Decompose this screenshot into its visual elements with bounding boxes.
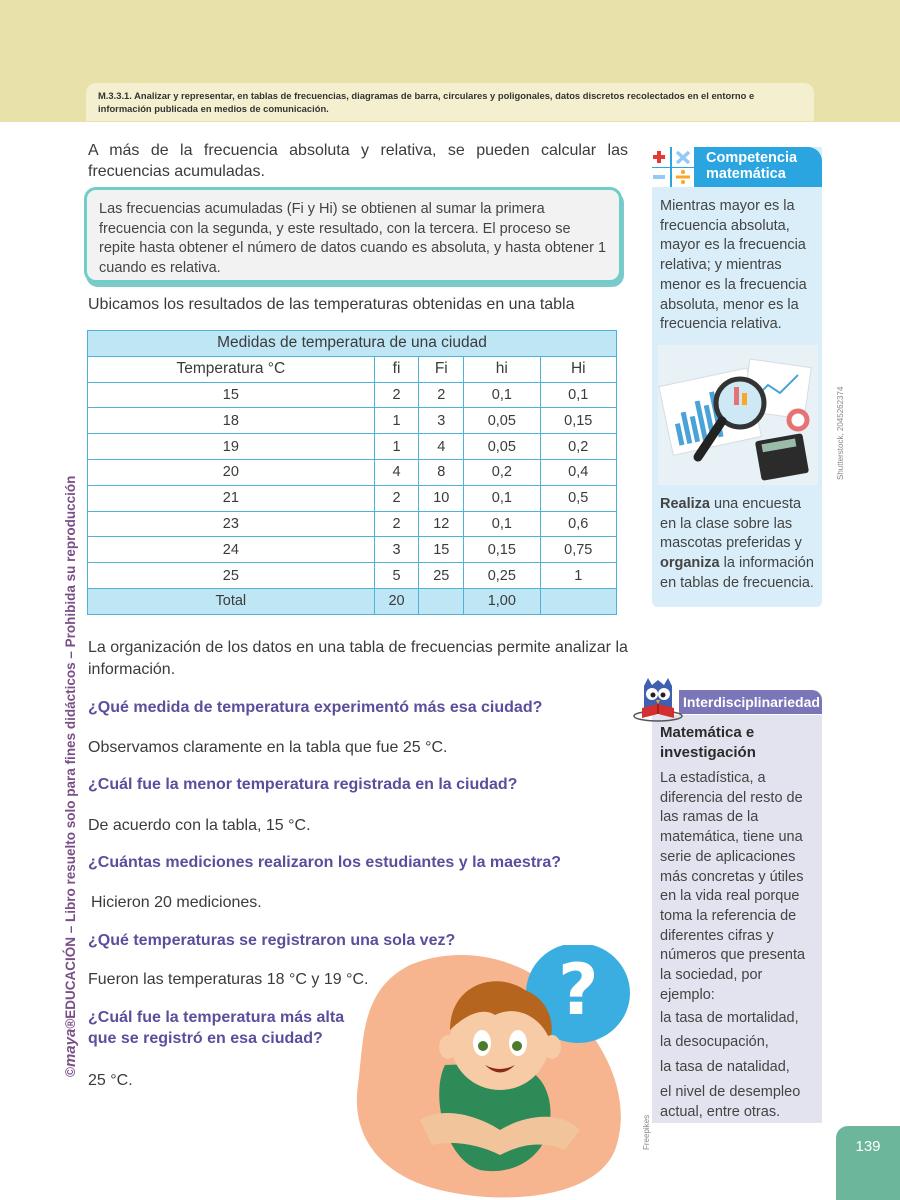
competencia-card (652, 147, 822, 607)
table-row (88, 563, 617, 589)
table-cell: 2 (374, 511, 419, 537)
table-cell: 0,1 (464, 382, 540, 408)
interdisciplinariedad-title: Matemática e investigación (660, 724, 756, 762)
table-cell: 0,25 (464, 563, 540, 589)
table-header-row (88, 356, 617, 382)
table-cell (540, 588, 616, 614)
frequency-table (87, 330, 617, 615)
task-text-2: la información en tablas de frecuencia. (660, 555, 814, 591)
table-cell: 8 (419, 459, 464, 485)
table-cell: 0,05 (464, 408, 540, 434)
table-cell: 1,00 (464, 588, 540, 614)
table-cell: 0,1 (540, 382, 616, 408)
definition-box (84, 187, 622, 283)
intro-paragraph: A más de la frecuencia absoluta y relativa, se pueden calcular las frecuencias acumuladas. (88, 142, 628, 180)
table-cell: 0,15 (540, 408, 616, 434)
table-cell: 21 (88, 485, 375, 511)
table-cell: 19 (88, 434, 375, 460)
page-number: 139 (855, 1138, 881, 1155)
table-lead-text: Ubicamos los resultados de las temperaturas obtenidas en una tabla (88, 296, 575, 313)
table-cell: 0,2 (540, 434, 616, 460)
answer-5: 25 °C. (88, 1072, 133, 1089)
interdisciplinariedad-header: Interdisciplinariedad (679, 690, 822, 714)
question-5: ¿Cuál fue la temperatura más alta que se registró en esa ciudad? (88, 1009, 345, 1047)
stock-photo-credit: Shutterstock, 2045262374 (836, 386, 845, 480)
table-cell: 0,6 (540, 511, 616, 537)
table-cell: 20 (88, 459, 375, 485)
competencia-task (660, 495, 820, 594)
copyright-text: ®EDUCACIÓN – Libro resuelto solo para fines didácticos – Prohibida su reproducción (63, 475, 78, 1029)
table-row (88, 434, 617, 460)
table-cell: 4 (419, 434, 464, 460)
answer-1: Observamos claramente en la tabla que fue 25 °C. (88, 739, 448, 756)
table-cell: 18 (88, 408, 375, 434)
column-header: fi (374, 356, 419, 382)
list-item: la tasa de mortalidad, (660, 1009, 799, 1026)
list-item: la tasa de natalidad, (660, 1059, 790, 1076)
stock-photo-charts-magnifier (658, 345, 818, 485)
table-total-row (88, 588, 617, 614)
table-cell: 2 (374, 382, 419, 408)
table-cell: 0,1 (464, 485, 540, 511)
list-item: la desocupación, (660, 1034, 769, 1051)
answer-3: Hicieron 20 mediciones. (91, 894, 262, 911)
table-cell: 3 (419, 408, 464, 434)
interdisciplinariedad-text: La estadística, a diferencia del resto de las ramas de la matemática, tiene una serie de aplicaciones más concretas y útiles en la vida real porque toma la referencia de diferentes cifras y números que presenta la sociedad, por ejemplo: (660, 770, 806, 1003)
math-operations-icon (646, 145, 698, 189)
brand-name: maya (62, 1028, 79, 1068)
table-cell: 10 (419, 485, 464, 511)
column-header: Fi (419, 356, 464, 382)
copyright-symbol: © (63, 1067, 78, 1077)
list-item: el nivel de desempleo actual, entre otras. (660, 1083, 801, 1120)
task-verb-2: organiza (660, 555, 720, 572)
table-row (88, 382, 617, 408)
table-cell: 1 (540, 563, 616, 589)
answer-2: De acuerdo con la tabla, 15 °C. (88, 817, 311, 834)
table-cell: 0,2 (464, 459, 540, 485)
table-cell: 4 (374, 459, 419, 485)
task-text-1: una encuesta en la clase sobre las mascotas preferidas y (660, 496, 802, 552)
question-2: ¿Cuál fue la menor temperatura registrada en la ciudad? (88, 776, 518, 793)
curriculum-objective: M.3.3.1. Analizar y representar, en tablas de frecuencias, diagramas de barra, circulares y poligonales, datos discretos recolectados en el entorno e información publicada en medios de comunicación. (86, 83, 814, 121)
table-cell: 15 (88, 382, 375, 408)
table-cell: 0,75 (540, 537, 616, 563)
illustration-credit: Freepikes (642, 1114, 651, 1150)
competencia-text: Mientras mayor es la frecuencia absoluta, mayor es la frecuencia relativa; y mientras menor es la frecuencia absoluta, menor es la frecuencia relativa. (660, 198, 807, 333)
table-cell: 0,15 (464, 537, 540, 563)
table-cell: 15 (419, 537, 464, 563)
owl-reading-icon (632, 676, 684, 726)
table-cell: 2 (419, 382, 464, 408)
table-cell: 20 (374, 588, 419, 614)
table-body (88, 382, 617, 614)
definition-text: Las frecuencias acumuladas (Fi y Hi) se obtienen al sumar la primera frecuencia con la segunda, y este resultado, con la tercera. El proceso se repite hasta obtener el número de datos cuando es absoluta, y hasta obtener 1 cuando es relativa. (99, 201, 607, 276)
column-header: hi (464, 356, 540, 382)
table-cell: 2 (374, 485, 419, 511)
page-number-tab (836, 1126, 900, 1200)
table-cell: 0,5 (540, 485, 616, 511)
table-cell: 1 (374, 434, 419, 460)
side-copyright-notice (62, 476, 79, 1077)
analysis-paragraph: La organización de los datos en una tabla de frecuencias permite analizar la información. (88, 639, 628, 678)
table-row (88, 459, 617, 485)
column-header: Temperatura °C (88, 356, 375, 382)
competencia-title-line1: Competencia (706, 150, 798, 166)
table-cell: 25 (88, 563, 375, 589)
table-cell: 0,1 (464, 511, 540, 537)
table-cell: 12 (419, 511, 464, 537)
interdisciplinariedad-body (660, 769, 820, 1122)
table-cell (419, 588, 464, 614)
column-header: Hi (540, 356, 616, 382)
table-row (88, 537, 617, 563)
table-cell: 25 (419, 563, 464, 589)
table-row (88, 408, 617, 434)
question-3: ¿Cuántas mediciones realizaron los estudiantes y la maestra? (88, 854, 562, 871)
table-cell: 23 (88, 511, 375, 537)
table-row (88, 511, 617, 537)
question-1: ¿Qué medida de temperatura experimentó más esa ciudad? (88, 699, 543, 716)
table-cell: 0,05 (464, 434, 540, 460)
question-4: ¿Qué temperaturas se registraron una sola vez? (88, 932, 456, 949)
table-title: Medidas de temperatura de una ciudad (88, 331, 617, 357)
table-cell: 3 (374, 537, 419, 563)
question-mark-symbol: ? (558, 949, 599, 1031)
table-cell: 24 (88, 537, 375, 563)
table-cell: Total (88, 588, 375, 614)
competencia-title-line2: matemática (706, 165, 786, 182)
table-cell: 5 (374, 563, 419, 589)
answer-4: Fueron las temperaturas 18 °C y 19 °C. (88, 971, 369, 988)
task-verb-1: Realiza (660, 496, 710, 512)
table-row (88, 485, 617, 511)
table-cell: 0,4 (540, 459, 616, 485)
kid-illustration (350, 945, 640, 1200)
table-cell: 1 (374, 408, 419, 434)
